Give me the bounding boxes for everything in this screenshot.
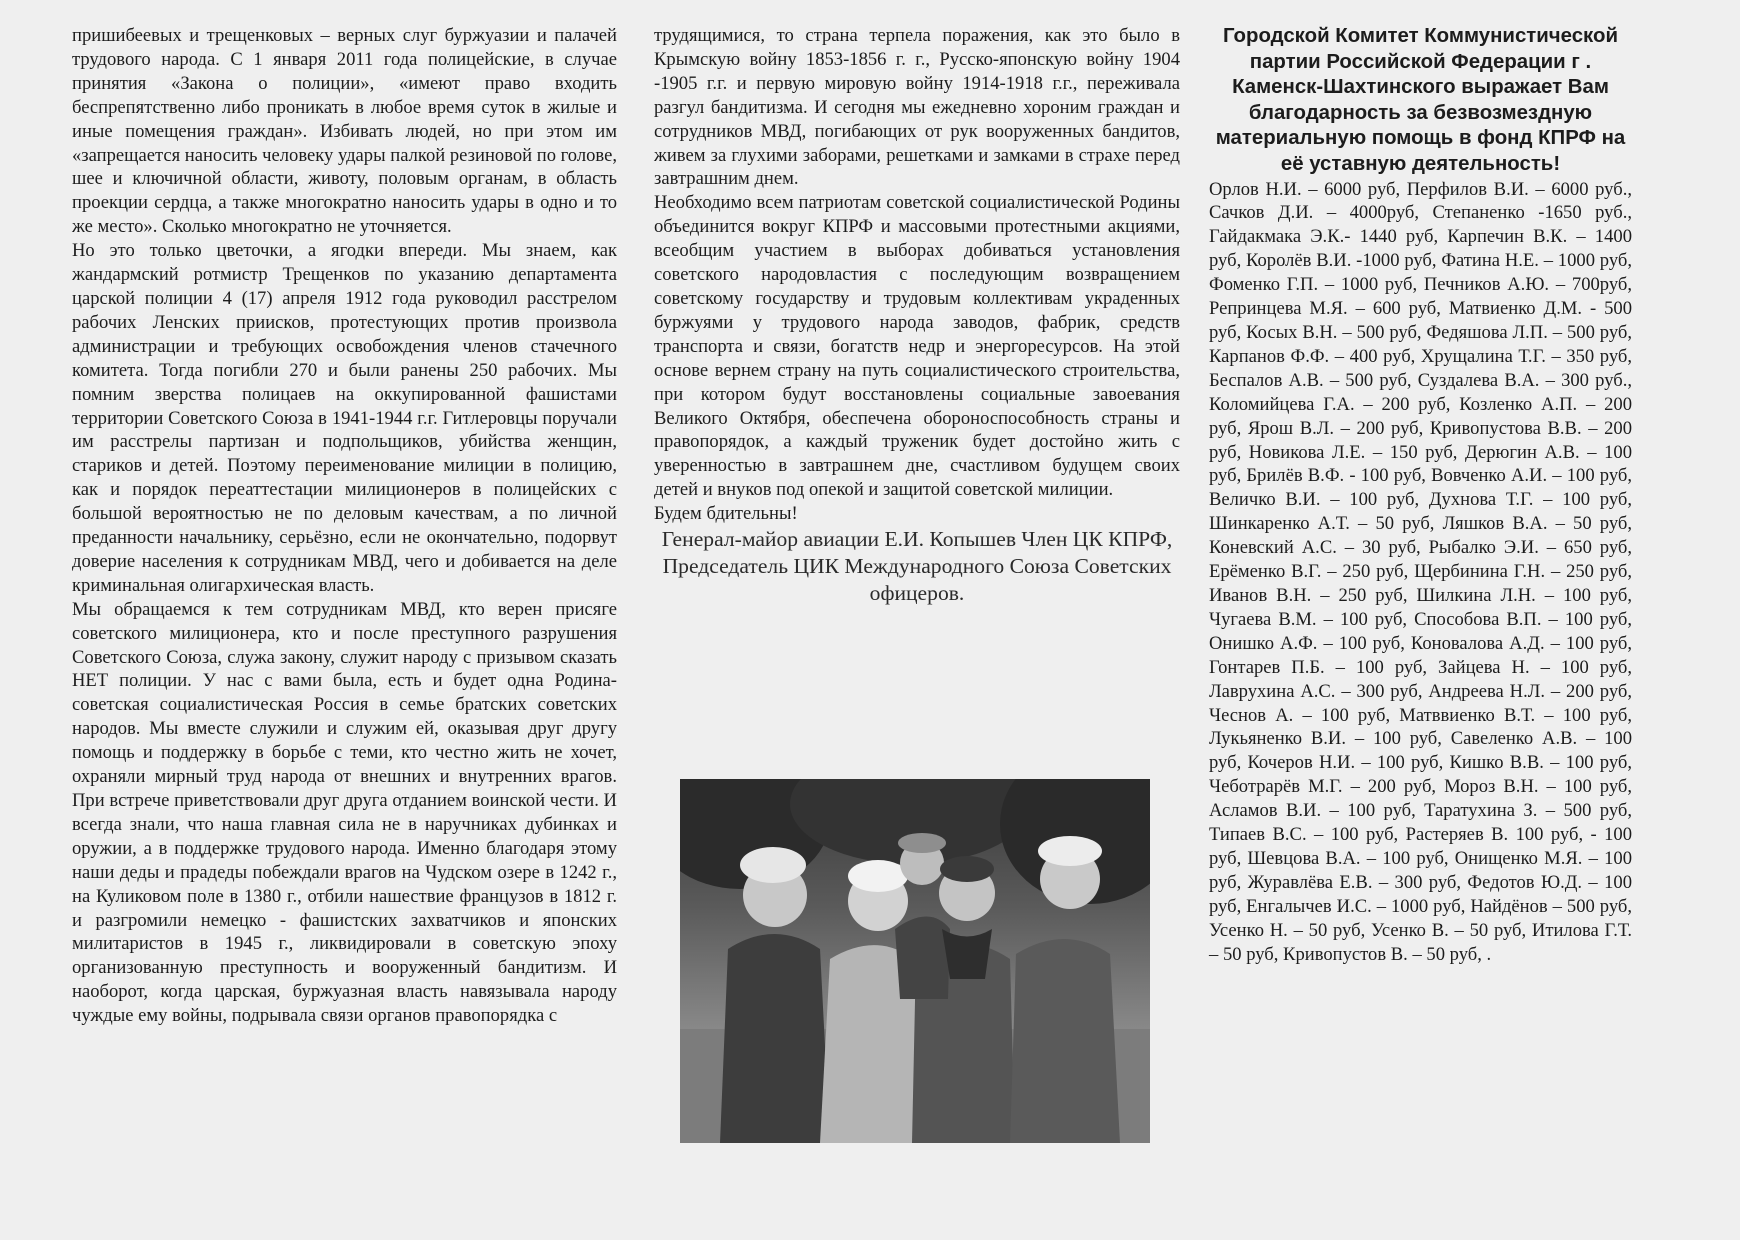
- article-column-middle: [654, 24, 1180, 606]
- article-paragraph: пришибеевых и трещенковых – верных слуг буржуазии и палачей трудового народа. С 1 января 2011 года полицейские, в случае принятия «Закона о полиции», «имеют право входить беспрепятственно либо проникать в любое время суток в жилые и иные помещения граждан». Избивать людей, но при этом им «запрещается наносить человеку удары палкой резиновой по голове, шее и ключичной области, животу, половым органам, в область проекции сердца, а также многократно наносить удары в одно и то же место». Сколько многократно не уточняется.: [72, 25, 618, 238]
- donor-list: Орлов Н.И. – 6000 руб, Перфилов В.И. – 6000 руб., Сачков Д.И. – 4000руб, Степаненко -1650 руб., Гайдакмака Э.К.- 1440 руб, Карпечин В.К. – 1400 руб, Королёв В.И. -1000 руб, Фатина Н.Е. – 1000 руб, Фоменко Г.П. – 1000 руб, Печников А.Ю. – 700руб, Репринцева М.Я. – 600 руб, Матвиенко Д.М. - 500 руб, Косых В.Н. – 500 руб, Федяшова Л.П. – 500 руб, Карпанов Ф.Ф. – 400 руб, Хрущалина Т.Г. – 350 руб, Беспалов А.В. – 500 руб, Суздалева В.А. – 300 руб., Коломийцева Г.А. – 200 руб, Козленко А.П. – 200 руб, Ярош В.Л. – 200 руб, Кривопустова В.В. – 200 руб, Новикова Л.Е. – 150 руб, Дерюгин А.В. – 100 руб, Брилёв В.Ф. - 100 руб, Вовченко А.И. – 100 руб, Величко В.И. – 100 руб, Духнова Т.Г. – 100 руб, Шинкаренко А.Т. – 50 руб, Ляшков В.А. – 50 руб, Коневский А.С. – 30 руб, Рыбалко Э.И. – 650 руб, Ерёменко В.Г. – 250 руб, Щербинина Г.Н. – 250 руб, Иванов В.Н. – 250 руб, Шилкина Л.Н. – 100 руб, Чугаева В.М. – 100 руб, Способова В.П. – 100 руб, Онишко А.Ф. – 100 руб, Коновалова А.Д. – 100 руб, Гонтарев П.Б. – 100 руб, Зайцева Н. – 100 руб, Лаврухина А.С. – 300 руб, Андреева Н.Л. – 200 руб, Чеснов А. – 100 руб, Матввиенко В.Т. – 100 руб, Лукьяненко В.И. – 100 руб, Савеленко А.В. – 100 руб, Кочеров Н.И. – 100 руб, Кишко В.В. – 100 руб, Чеботрарёв М.Г. – 200 руб, Мороз В.Н. – 100 руб, Асламов В.И. – 100 руб, Таратухина З. – 500 руб, Типаев В.С. – 100 руб, Растеряев В. 100 руб, - 100 руб, Шевцова В.А. – 100 руб, Онищенко М.Я. – 100 руб, Журавлёва Е.В. – 300 руб, Федотов Ю.Д. – 100 руб, Енгалычев И.С. – 1000 руб, Найдёнов – 500 руб, Усенко Н. – 50 руб, Усенко В. – 50 руб, Итилова Г.Т. – 50 руб, Кривопустов В. – 50 руб, .: [1209, 178, 1632, 965]
- article-paragraph: трудящимися, то страна терпела поражения, как это было в Крымскую войну 1853-1856 г. г., Русско-японскую войну 1904 -1905 г.г. и первую мировую войну 1914-1918 г.г., переживала разгул бандитизма. И сегодня мы ежедневно хороним граждан и сотрудников МВД, погибающих от рук вооруженных бандитов, живем за глухими заборами, решетками и замками в страхе перед завтрашним днем.: [654, 25, 1180, 190]
- thanks-heading: Городской Комитет Коммунистической партии Российской Федерации г . Каменск-Шахтинского выражает Вам благодарность за безвозмездную материальную помощь в фонд КПРФ на её уставную деятельность!: [1215, 25, 1626, 175]
- thanks-column-right: [1209, 24, 1632, 966]
- group-photo: [680, 779, 1150, 1143]
- group-photo-image: [680, 779, 1150, 1143]
- article-paragraph: Но это только цветочки, а ягодки впереди. Мы знаем, как жандармский ротмистр Трещенков по указанию департамента царской полиции 4 (17) апреля 1912 года руководил расстрелом рабочих Ленских приисков, протестующих против произвола администрации и требующих освобождения членов стачечного комитета. Тогда погибли 270 и были ранены 250 рабочих. Мы помним зверства полицаев на оккупированной фашистами территории Советского Союза в 1941-1944 г.г. Гитлеровцы поручали им расстрелы партизан и подпольщиков, убийства женщин, стариков и детей. Поэтому переименование милиции в полицию, как и порядок переаттестации милиционеров в полицейских с большой вероятностью не по деловым качествам, а по личной преданности начальнику, серьёзно, если не окончательно, подорвут доверие населения к сотрудникам МВД, чего и добивается на деле криминальная олигархическая власть.: [72, 240, 617, 596]
- article-paragraph: Будем бдительны!: [654, 503, 798, 525]
- article-paragraph: Мы обращаемся к тем сотрудникам МВД, кто верен присяге советского милиционера, кто и после преступного разрушения Советского Союза, служа закону, служит народу с призывом сказать НЕТ полиции. У нас с вами была, есть и будет одна Родина-советская социалистическая Россия в семье братских советских народов. Мы вместе служили и служим ей, оказывая друг другу помощь и поддержку в борьбе с теми, кто честно жить не хочет, охраняли мирный труд народа от внешних и внутренних врагов. При встрече приветствовали друг друга отданием воинской чести. И всегда знали, что наша главная сила не в наручниках дубинках и оружии, а в поддержке трудового народа. Именно благодаря этому наши деды и прадеды побеждали врагов на Чудском озере в 1242 г., на Куликовом поле в 1380 г., отбили нашествие французов в 1812 г. и разгромили немецко - фашистских захватчиков и японских милитаристов в 1945 г., ликвидировали в советскую эпоху организованную преступность и вооруженный бандитизм. И наоборот, когда царская, буржуазная власть навязывала народу чуждые ему войны, подрывала связи органов правопорядка с: [72, 598, 617, 1027]
- article-paragraph: Необходимо всем патриотам советской социалистической Родины объединится вокруг КПРФ и массовыми протестными акциями, всеобщим участием в выборах добиваться установления советского народовластия с последующим возвращением советскому государству и трудовым коллективам украденных буржуями у трудового народа заводов, фабрик, средств транспорта и связи, богатств недр и энергоресурсов. На этой основе вернем страну на путь социалистического строительства, при котором будут восстановлены социальные завоевания Великого Октября, обеспечена обороноспособность страны и правопорядок, а каждый труженик будет достойно жить с уверенностью в завтрашнем дне, счастливом будущем своих детей и внуков под опекой и защитой советской милиции.: [654, 192, 1180, 501]
- author-signature: Генерал-майор авиации Е.И. Копышев Член ЦК КПРФ, Председатель ЦИК Международного Союза Советских офицеров.: [661, 527, 1173, 605]
- article-column-left: [72, 24, 617, 1028]
